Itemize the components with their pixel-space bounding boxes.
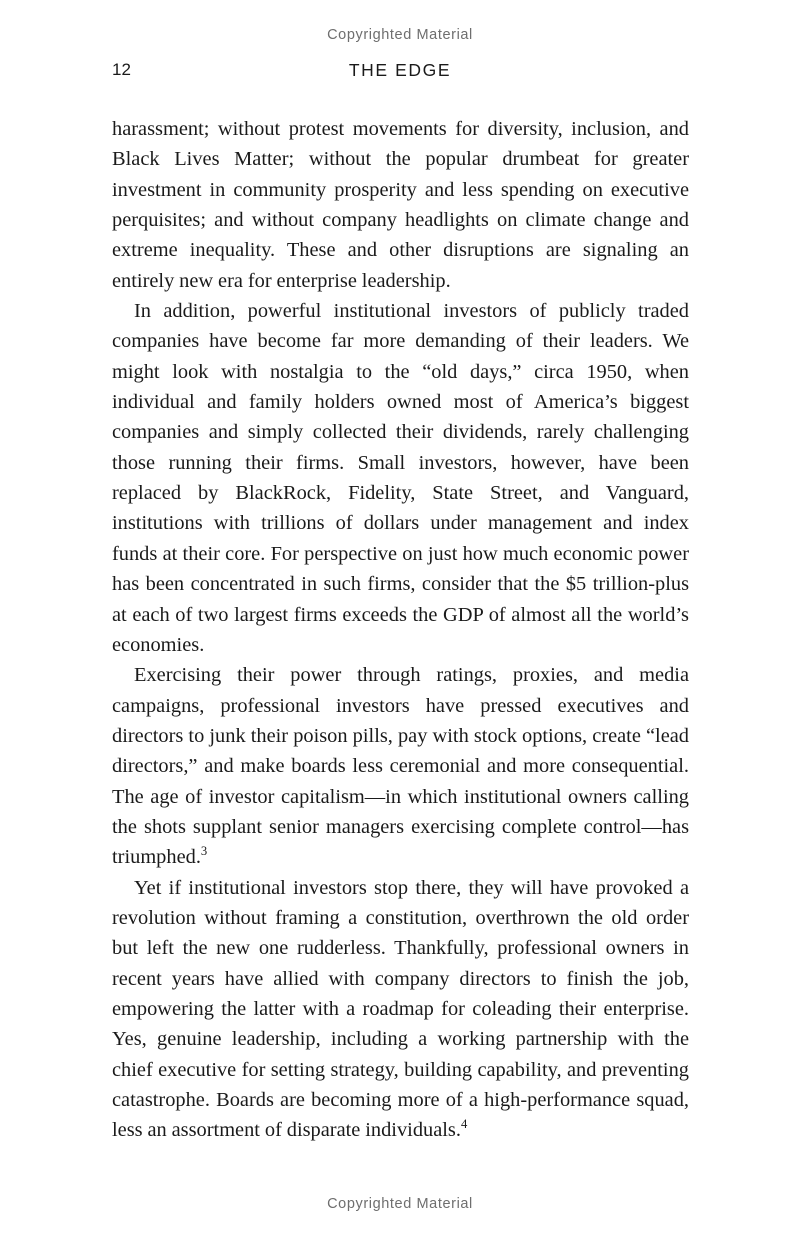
body-paragraph xyxy=(112,296,689,660)
chapter-title: THE EDGE xyxy=(348,60,452,80)
paragraph-text: harassment; without protest movements for diversity, inclusion, and Black Lives Matter; without the popular drumbeat for greater investment in community prosperity and less spending on executive perquisites; and without company headlights on climate change and extreme inequality. These and other disruptions are signaling an entirely new era for enterprise leadership. xyxy=(112,118,689,292)
paragraph-text: Yet if institutional investors stop there, they will have provoked a revolution without framing a constitution, overthrown the old order but left the new one rudderless. Thankfully, professional owners in recent years have allied with company directors to finish the job, empowering the latter with a roadmap for coleading their enterprise. Yes, genuine leadership, including a working partnership with the chief executive for setting strategy, building capability, and preventing catastrophe. Boards are becoming more of a high-performance squad, less an assortment of disparate individuals. xyxy=(112,876,689,1142)
body-paragraph xyxy=(112,114,689,296)
page-number: 12 xyxy=(112,60,131,79)
footnote-marker: 4 xyxy=(460,1117,468,1132)
copyright-watermark-bottom: Copyrighted Material xyxy=(327,1196,473,1212)
paragraph-text: Exercising their power through ratings, proxies, and media campaigns, professional investors have pressed executives and directors to junk their poison pills, pay with stock options, create “lead directors,” and make boards less ceremonial and more consequential. The age of investor capitalism—in which institutional owners calling the shots supplant senior managers exercising complete control—has triumphed. xyxy=(112,664,689,869)
running-head xyxy=(112,58,688,84)
footnote-marker: 3 xyxy=(200,844,208,859)
paragraph-text: In addition, powerful institutional investors of publicly traded companies have become far more demanding of their leaders. We might look with nostalgia to the “old days,” circa 1950, when individual and family holders owned most of America’s biggest companies and simply collected their dividends, rarely challenging those running their firms. Small investors, however, have been replaced by BlackRock, Fidelity, State Street, and Vanguard, institutions with trillions of dollars under management and index funds at their core. For perspective on just how much economic power has been concentrated in such firms, consider that the $5 trillion-plus at each of two largest firms exceeds the GDP of almost all the world’s economies. xyxy=(112,300,689,656)
copyright-watermark-top: Copyrighted Material xyxy=(327,27,473,43)
body-text-block xyxy=(112,114,689,1146)
body-paragraph xyxy=(112,873,689,1146)
body-paragraph xyxy=(112,660,689,872)
